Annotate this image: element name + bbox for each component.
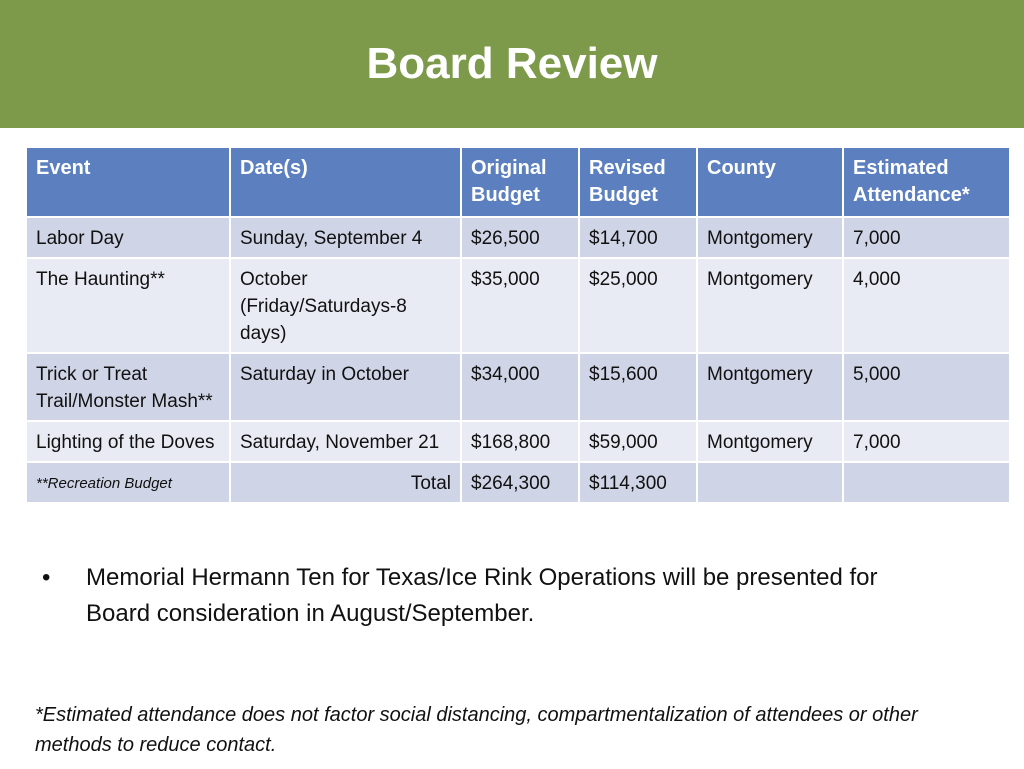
- header-estimated-attendance: Estimated Attendance*: [843, 147, 1010, 217]
- empty-cell: [697, 462, 843, 503]
- cell-original-budget: $168,800: [461, 421, 579, 462]
- title-bar: [0, 0, 1024, 128]
- recreation-budget-note: **Recreation Budget: [26, 462, 230, 503]
- table-row: [26, 217, 1010, 258]
- table-row: [26, 258, 1010, 353]
- total-original-budget: $264,300: [461, 462, 579, 503]
- cell-event: Labor Day: [26, 217, 230, 258]
- bullet-item: [42, 560, 942, 632]
- header-event: Event: [26, 147, 230, 217]
- cell-dates: Saturday in October: [230, 353, 461, 421]
- empty-cell: [843, 462, 1010, 503]
- header-revised-budget: Revised Budget: [579, 147, 697, 217]
- slide-title: Board Review: [366, 39, 658, 88]
- cell-county: Montgomery: [697, 258, 843, 353]
- cell-original-budget: $35,000: [461, 258, 579, 353]
- cell-attendance: 7,000: [843, 217, 1010, 258]
- total-label: Total: [230, 462, 461, 503]
- events-table: [25, 146, 1011, 504]
- cell-revised-budget: $15,600: [579, 353, 697, 421]
- cell-attendance: 5,000: [843, 353, 1010, 421]
- cell-revised-budget: $14,700: [579, 217, 697, 258]
- cell-original-budget: $34,000: [461, 353, 579, 421]
- total-row: [26, 462, 1010, 503]
- table-header-row: [26, 147, 1010, 217]
- cell-revised-budget: $25,000: [579, 258, 697, 353]
- cell-dates: October (Friday/Saturdays-8 days): [230, 258, 461, 353]
- cell-attendance: 7,000: [843, 421, 1010, 462]
- header-county: County: [697, 147, 843, 217]
- bullet-text: Memorial Hermann Ten for Texas/Ice Rink Operations will be presented for Board consideration in August/September.: [86, 564, 878, 627]
- cell-attendance: 4,000: [843, 258, 1010, 353]
- header-original-budget: Original Budget: [461, 147, 579, 217]
- cell-county: Montgomery: [697, 217, 843, 258]
- total-revised-budget: $114,300: [579, 462, 697, 503]
- header-dates: Date(s): [230, 147, 461, 217]
- cell-event: Trick or Treat Trail/Monster Mash**: [26, 353, 230, 421]
- cell-event: The Haunting**: [26, 258, 230, 353]
- cell-revised-budget: $59,000: [579, 421, 697, 462]
- table-row: [26, 353, 1010, 421]
- cell-dates: Saturday, November 21: [230, 421, 461, 462]
- table-row: [26, 421, 1010, 462]
- footnote: *Estimated attendance does not factor social distancing, compartmentalization of attendees or other methods to reduce contact.: [35, 704, 918, 756]
- bullet-dot-icon: •: [42, 564, 51, 591]
- cell-county: Montgomery: [697, 353, 843, 421]
- cell-county: Montgomery: [697, 421, 843, 462]
- cell-event: Lighting of the Doves: [26, 421, 230, 462]
- cell-original-budget: $26,500: [461, 217, 579, 258]
- cell-dates: Sunday, September 4: [230, 217, 461, 258]
